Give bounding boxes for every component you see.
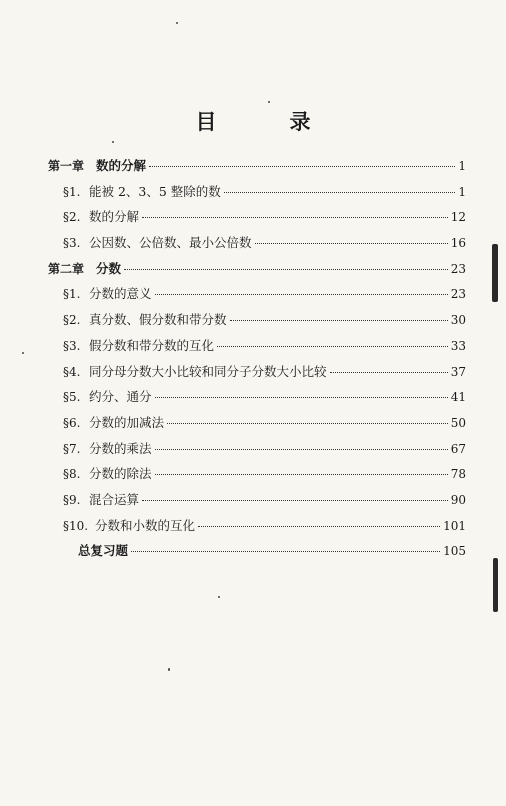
dot-leader [124,269,448,270]
toc-entry[interactable] [48,310,466,336]
entry-title: 混合运算 [89,491,140,507]
entry-number: 第二章 [48,261,85,276]
scan-speck [112,141,114,143]
dot-leader [142,500,448,501]
entry-page-number: 16 [450,236,466,251]
toc-entry[interactable] [48,464,466,490]
dot-leader [155,294,448,295]
entry-title: 分数 [96,260,122,276]
scan-speck [268,101,270,103]
entry-number: §1. [63,184,81,199]
entry-title: 分数的除法 [89,466,152,482]
entry-page-number: 23 [450,287,466,302]
entry-title: 分数的加减法 [89,414,165,430]
dot-leader [255,243,448,244]
entry-number: §10. [63,518,89,533]
dot-leader [230,320,448,321]
scan-binding-mark [493,558,498,612]
entry-page-number: 101 [443,518,466,533]
entry-title: 同分母分数大小比较和同分子分数大小比较 [89,363,327,379]
entry-title: 真分数、假分数和带分数 [89,312,227,328]
table-of-contents [48,156,466,567]
entry-number: 第一章 [48,159,85,173]
entry-page-number: 37 [450,364,466,379]
entry-number: §5. [63,390,81,405]
scan-binding-mark [492,244,498,302]
entry-title: 分数的乘法 [89,440,152,456]
entry-number: §2. [63,210,81,225]
dot-leader [142,217,448,218]
entry-number: §1. [63,287,81,302]
entry-page-number: 41 [450,390,466,405]
dot-leader [217,346,448,347]
entry-page-number: 67 [450,441,466,456]
entry-page-number: 12 [450,210,466,225]
entry-title: 总复习题 [78,543,129,559]
dot-leader [167,423,448,424]
entry-number: §6. [63,415,81,430]
page-title: 目 录 [195,109,337,134]
dot-leader [131,551,440,552]
entry-number: §3. [63,236,81,251]
toc-entry[interactable] [48,413,466,439]
entry-page-number: 90 [450,492,466,507]
entry-page-number: 1 [458,159,466,173]
scan-speck [168,668,170,671]
entry-number: §9. [63,492,81,507]
toc-entry[interactable] [48,362,466,388]
entry-title: 数的分解 [96,158,147,173]
entry-title: 约分、通分 [89,389,152,405]
scan-speck [218,596,220,598]
toc-entry[interactable] [48,490,466,516]
dot-leader [224,192,456,193]
entry-number: §8. [63,467,81,482]
entry-title: 公因数、公倍数、最小公倍数 [89,235,252,251]
entry-title: 假分数和带分数的互化 [89,337,215,353]
entry-number: §2. [63,313,81,328]
dot-leader [198,526,440,527]
entry-page-number: 30 [450,313,466,328]
dot-leader [330,372,448,373]
toc-entry[interactable] [48,182,466,208]
entry-number: §4. [63,364,81,379]
dot-leader [155,449,448,450]
entry-page-number: 50 [450,415,466,430]
scan-speck [22,352,24,354]
toc-entry-chapter-2[interactable] [48,259,466,285]
toc-entry[interactable] [48,387,466,413]
toc-entry-review[interactable] [48,541,466,567]
scan-speck [176,22,178,24]
dot-leader [149,166,455,167]
entry-page-number: 78 [450,467,466,482]
toc-entry[interactable] [48,336,466,362]
toc-entry[interactable] [48,516,466,542]
entry-page-number: 23 [450,261,466,276]
entry-title: 能被 2、3、5 整除的数 [89,183,221,199]
toc-entry-chapter-1[interactable] [48,156,466,182]
entry-page-number: 1 [458,184,466,199]
dot-leader [155,397,448,398]
toc-entry[interactable] [48,284,466,310]
entry-title: 分数和小数的互化 [95,517,196,533]
entry-page-number: 105 [443,544,466,559]
entry-number: §3. [63,338,81,353]
entry-number: §7. [63,441,81,456]
toc-entry[interactable] [48,233,466,259]
dot-leader [155,474,448,475]
entry-page-number: 33 [450,338,466,353]
toc-entry[interactable] [48,207,466,233]
entry-title: 分数的意义 [89,286,152,302]
toc-entry[interactable] [48,439,466,465]
entry-title: 数的分解 [89,209,140,225]
